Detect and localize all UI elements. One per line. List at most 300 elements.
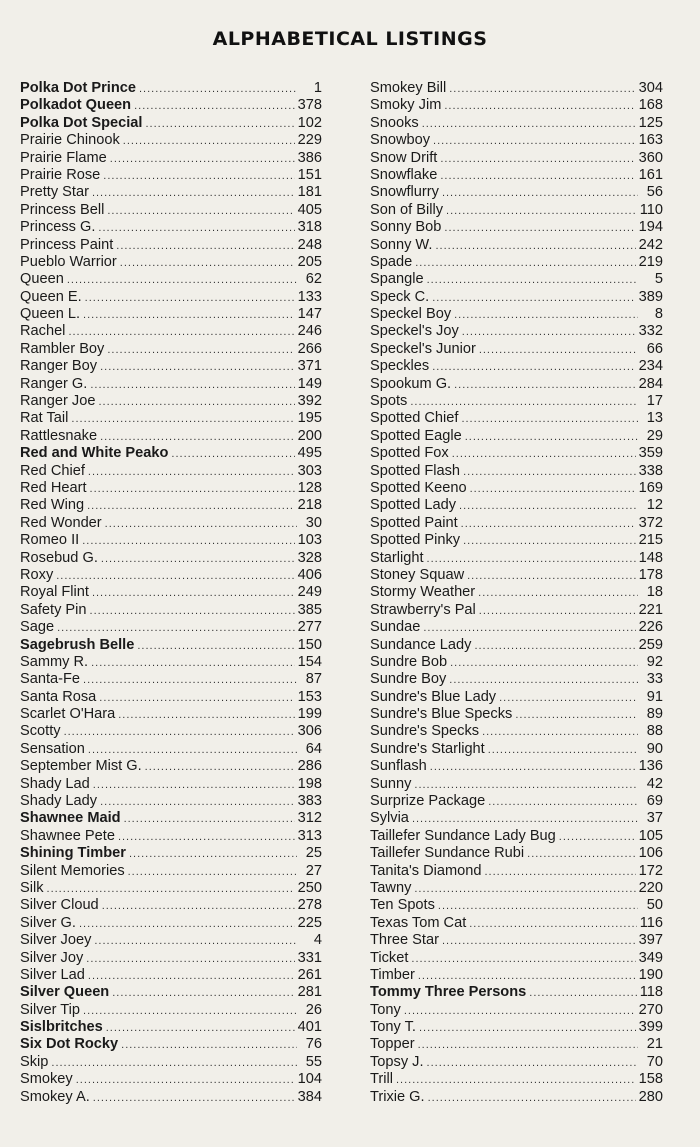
dot-leader xyxy=(430,759,636,776)
dot-leader xyxy=(488,742,638,759)
entry-number: 13 xyxy=(646,410,663,427)
entry-name: Timber xyxy=(370,966,415,983)
entry-name: Pueblo Warrior xyxy=(20,253,117,270)
dot-leader xyxy=(83,672,297,689)
dot-leader xyxy=(112,985,294,1002)
dot-leader xyxy=(98,394,294,411)
entry-name: Speckel's Junior xyxy=(370,340,476,357)
entry-name: Sonny W. xyxy=(370,236,433,253)
entry-name: Sundance Lady xyxy=(370,636,472,653)
dot-leader xyxy=(433,133,636,150)
entry-number: 21 xyxy=(646,1036,663,1053)
dot-leader xyxy=(415,255,635,272)
dot-leader xyxy=(479,603,636,620)
entry-number: 133 xyxy=(297,288,322,305)
listing-entry xyxy=(370,80,663,97)
listing-entry xyxy=(370,202,663,219)
dot-leader xyxy=(71,411,294,428)
entry-number: 280 xyxy=(638,1088,663,1105)
dot-leader xyxy=(428,1090,636,1107)
entry-number: 378 xyxy=(297,97,322,114)
listing-entry xyxy=(20,1089,322,1106)
listing-entry xyxy=(20,532,322,549)
entry-number: 266 xyxy=(297,340,322,357)
dot-leader xyxy=(100,794,295,811)
entry-number: 106 xyxy=(638,845,663,862)
entry-name: Red and White Peako xyxy=(20,445,169,462)
dot-leader xyxy=(499,690,638,707)
entry-name: Spotted Pinky xyxy=(370,532,461,549)
listing-entry xyxy=(20,602,322,619)
listing-entry xyxy=(20,358,322,375)
entry-number: 128 xyxy=(297,479,322,496)
entry-number: 56 xyxy=(646,184,663,201)
dot-leader xyxy=(438,898,638,915)
entry-name: Prairie Flame xyxy=(20,149,107,166)
entry-number: 226 xyxy=(638,619,663,636)
entry-number: 359 xyxy=(638,445,663,462)
listing-entry xyxy=(20,1054,322,1071)
entry-name: Texas Tom Cat xyxy=(370,914,467,931)
entry-number: 248 xyxy=(297,236,322,253)
dot-leader xyxy=(463,464,636,481)
entry-name: Spangle xyxy=(370,271,424,288)
entry-name: Skip xyxy=(20,1053,49,1070)
entry-number: 219 xyxy=(638,253,663,270)
entry-name: Silver Cloud xyxy=(20,897,99,914)
entry-number: 12 xyxy=(646,497,663,514)
entry-number: 303 xyxy=(297,462,322,479)
entry-name: Sundre's Specks xyxy=(370,723,480,740)
listing-entry xyxy=(370,602,663,619)
listing-entry xyxy=(20,584,322,601)
dot-leader xyxy=(118,829,295,846)
entry-name: Ticket xyxy=(370,949,409,966)
dot-leader xyxy=(64,724,295,741)
entry-number: 158 xyxy=(638,1071,663,1088)
entry-name: Smoky Jim xyxy=(370,97,442,114)
listing-entry xyxy=(20,723,322,740)
entry-number: 62 xyxy=(305,271,322,288)
listing-entry xyxy=(370,915,663,932)
listing-entry xyxy=(370,828,663,845)
entry-name: Silver Tip xyxy=(20,1001,81,1018)
dot-leader xyxy=(124,811,295,828)
listing-entry xyxy=(20,1036,322,1053)
entry-number: 312 xyxy=(297,810,322,827)
entry-name: Spookum G. xyxy=(370,375,452,392)
listing-entry xyxy=(370,950,663,967)
entry-name: Spotted Lady xyxy=(370,497,457,514)
listing-entry xyxy=(20,497,322,514)
entry-number: 385 xyxy=(297,601,322,618)
entry-number: 277 xyxy=(297,619,322,636)
entry-name: Pretty Star xyxy=(20,184,89,201)
entry-number: 405 xyxy=(297,201,322,218)
entry-name: September Mist G. xyxy=(20,758,142,775)
dot-leader xyxy=(94,933,297,950)
dot-leader xyxy=(482,724,638,741)
listing-entry xyxy=(370,689,663,706)
entry-number: 399 xyxy=(638,1019,663,1036)
dot-leader xyxy=(449,81,635,98)
entry-name: Rambler Boy xyxy=(20,340,105,357)
listing-entry xyxy=(370,1019,663,1036)
entry-number: 181 xyxy=(297,184,322,201)
entry-name: Sunflash xyxy=(370,758,427,775)
listing-entry xyxy=(370,654,663,671)
dot-leader xyxy=(440,151,635,168)
entry-name: Topsy J. xyxy=(370,1053,424,1070)
entry-number: 91 xyxy=(646,688,663,705)
listing-entry xyxy=(370,445,663,462)
entry-name: Spots xyxy=(370,393,408,410)
entry-number: 104 xyxy=(297,1071,322,1088)
entry-number: 154 xyxy=(297,653,322,670)
entry-number: 392 xyxy=(297,393,322,410)
entry-number: 349 xyxy=(638,949,663,966)
dot-leader xyxy=(432,290,635,307)
dot-leader xyxy=(137,638,294,655)
entry-number: 195 xyxy=(297,410,322,427)
dot-leader xyxy=(101,551,295,568)
entry-number: 153 xyxy=(297,688,322,705)
dot-leader xyxy=(83,307,295,324)
dot-leader xyxy=(88,968,295,985)
dot-leader xyxy=(116,238,294,255)
entry-name: Queen L. xyxy=(20,306,81,323)
entry-number: 304 xyxy=(638,80,663,96)
dot-leader xyxy=(427,551,636,568)
entry-number: 190 xyxy=(638,966,663,983)
dot-leader xyxy=(412,811,638,828)
entry-name: Sammy R. xyxy=(20,653,89,670)
entry-name: Ranger G. xyxy=(20,375,88,392)
dot-leader xyxy=(427,1055,638,1072)
entry-number: 318 xyxy=(297,219,322,236)
dot-leader xyxy=(396,1072,636,1089)
entry-number: 194 xyxy=(638,219,663,236)
entry-name: Rosebud G. xyxy=(20,549,98,566)
dot-leader xyxy=(449,672,638,689)
listing-entry xyxy=(370,758,663,775)
entry-name: Spotted Fox xyxy=(370,445,449,462)
entry-number: 27 xyxy=(305,862,322,879)
listing-entry xyxy=(370,810,663,827)
entry-name: Scarlet O'Hara xyxy=(20,706,116,723)
listing-entry xyxy=(370,967,663,984)
entry-number: 220 xyxy=(638,879,663,896)
dot-leader xyxy=(446,203,637,220)
listing-entry xyxy=(20,289,322,306)
listing-entry xyxy=(20,619,322,636)
entry-name: Silver Joy xyxy=(20,949,84,966)
entry-number: 33 xyxy=(646,671,663,688)
dot-leader xyxy=(92,585,295,602)
entry-name: Shady Lady xyxy=(20,793,98,810)
entry-number: 249 xyxy=(297,584,322,601)
entry-name: Shady Lad xyxy=(20,775,90,792)
dot-leader xyxy=(83,1003,297,1020)
entry-name: Princess Paint xyxy=(20,236,114,253)
entry-number: 151 xyxy=(297,166,322,183)
entry-number: 17 xyxy=(646,393,663,410)
entry-number: 42 xyxy=(646,775,663,792)
dot-leader xyxy=(418,1037,638,1054)
entry-name: Snowflurry xyxy=(370,184,439,201)
entry-name: Spade xyxy=(370,253,413,270)
entry-name: Snowboy xyxy=(370,132,431,149)
dot-leader xyxy=(93,1090,295,1107)
entry-name: Ranger Boy xyxy=(20,358,98,375)
right-column xyxy=(370,80,663,1106)
entry-number: 397 xyxy=(638,932,663,949)
entry-name: Polkadot Queen xyxy=(20,97,132,114)
entry-number: 221 xyxy=(638,601,663,618)
dot-leader xyxy=(123,133,295,150)
listing-entry xyxy=(370,410,663,427)
listing-entry xyxy=(20,637,322,654)
entry-number: 88 xyxy=(646,723,663,740)
listing-entry xyxy=(20,480,322,497)
entry-number: 105 xyxy=(638,827,663,844)
entry-name: Sonny Bob xyxy=(370,219,442,236)
listing-entry xyxy=(20,428,322,445)
dot-leader xyxy=(171,446,294,463)
entry-number: 50 xyxy=(646,897,663,914)
entry-number: 66 xyxy=(646,340,663,357)
entry-number: 261 xyxy=(297,966,322,983)
listing-entry xyxy=(370,1071,663,1088)
dot-leader xyxy=(440,168,635,185)
dot-leader xyxy=(128,864,297,881)
entry-name: Silver Joey xyxy=(20,932,92,949)
entry-number: 5 xyxy=(654,271,663,288)
entry-number: 110 xyxy=(639,201,663,218)
entry-number: 30 xyxy=(305,514,322,531)
dot-leader xyxy=(418,968,636,985)
entry-name: Silk xyxy=(20,879,44,896)
listing-entry xyxy=(370,671,663,688)
entry-name: Six Dot Rocky xyxy=(20,1036,119,1053)
entry-name: Spotted Paint xyxy=(370,514,458,531)
listing-entry xyxy=(20,132,322,149)
listing-entry xyxy=(370,863,663,880)
entry-name: Speck C. xyxy=(370,288,430,305)
dot-leader xyxy=(529,985,636,1002)
entry-name: Snowflake xyxy=(370,166,438,183)
dot-leader xyxy=(422,116,636,133)
listing-entry xyxy=(20,550,322,567)
dot-leader xyxy=(442,185,638,202)
entry-number: 371 xyxy=(297,358,322,375)
entry-number: 384 xyxy=(297,1088,322,1105)
entry-number: 1 xyxy=(313,80,322,96)
listing-entry xyxy=(370,1036,663,1053)
dot-leader xyxy=(86,951,294,968)
entry-number: 149 xyxy=(297,375,322,392)
entry-number: 37 xyxy=(646,810,663,827)
listing-entry xyxy=(20,776,322,793)
listing-entry xyxy=(370,584,663,601)
entry-number: 218 xyxy=(297,497,322,514)
dot-leader xyxy=(100,359,295,376)
listing-entry xyxy=(370,306,663,323)
entry-name: Spotted Keeno xyxy=(370,479,467,496)
listing-entry xyxy=(20,1019,322,1036)
entry-name: Scotty xyxy=(20,723,61,740)
listing-entry xyxy=(370,167,663,184)
listing-entry xyxy=(370,184,663,201)
entry-name: Prairie Chinook xyxy=(20,132,120,149)
entry-name: Snooks xyxy=(370,114,419,131)
left-column xyxy=(20,80,322,1106)
dot-leader xyxy=(461,516,636,533)
entry-number: 328 xyxy=(297,549,322,566)
entry-number: 286 xyxy=(297,758,322,775)
entry-name: Shawnee Maid xyxy=(20,810,121,827)
dot-leader xyxy=(559,829,636,846)
entry-number: 383 xyxy=(297,793,322,810)
listing-entry xyxy=(20,741,322,758)
listing-entry xyxy=(370,880,663,897)
dot-leader xyxy=(454,307,638,324)
entry-number: 225 xyxy=(297,914,322,931)
dot-leader xyxy=(411,951,635,968)
entry-number: 150 xyxy=(297,636,322,653)
dot-leader xyxy=(145,116,294,133)
dot-leader xyxy=(465,429,638,446)
entry-name: Princess G. xyxy=(20,219,96,236)
dot-leader xyxy=(79,916,295,933)
entry-number: 26 xyxy=(305,1001,322,1018)
listing-entry xyxy=(370,115,663,132)
dot-leader xyxy=(450,655,638,672)
entry-name: Snow Drift xyxy=(370,149,438,166)
listing-entry xyxy=(20,932,322,949)
listing-entry xyxy=(370,619,663,636)
listing-entry xyxy=(370,984,663,1001)
entry-name: Sundre's Blue Lady xyxy=(370,688,497,705)
listing-entry xyxy=(20,654,322,671)
entry-number: 70 xyxy=(646,1053,663,1070)
entry-name: Taillefer Sundance Rubi xyxy=(370,845,525,862)
entry-number: 118 xyxy=(639,984,663,1001)
entry-number: 331 xyxy=(297,949,322,966)
entry-number: 313 xyxy=(297,827,322,844)
entry-number: 89 xyxy=(646,706,663,723)
entry-number: 250 xyxy=(297,879,322,896)
listing-entry xyxy=(20,880,322,897)
dot-leader xyxy=(88,464,295,481)
dot-leader xyxy=(442,933,636,950)
entry-number: 389 xyxy=(638,288,663,305)
dot-leader xyxy=(102,898,295,915)
entry-number: 332 xyxy=(638,323,663,340)
listing-entry xyxy=(370,463,663,480)
listing-entry xyxy=(20,828,322,845)
entry-name: Roxy xyxy=(20,566,54,583)
listing-entry xyxy=(370,741,663,758)
dot-leader xyxy=(478,585,638,602)
entry-number: 199 xyxy=(297,706,322,723)
dot-leader xyxy=(444,98,635,115)
listing-entry xyxy=(370,550,663,567)
dot-leader xyxy=(467,568,636,585)
entry-number: 168 xyxy=(638,97,663,114)
entry-name: Trixie G. xyxy=(370,1088,425,1105)
entry-name: Stormy Weather xyxy=(370,584,476,601)
dot-leader xyxy=(57,620,295,637)
entry-name: Prairie Rose xyxy=(20,166,101,183)
entry-name: Stoney Squaw xyxy=(370,566,465,583)
entry-name: Polka Dot Special xyxy=(20,114,143,131)
entry-name: Polka Dot Prince xyxy=(20,80,136,96)
listing-entry xyxy=(20,915,322,932)
dot-leader xyxy=(120,255,295,272)
listing-entry xyxy=(20,758,322,775)
listing-entry xyxy=(20,515,322,532)
dot-leader xyxy=(134,98,295,115)
entry-number: 163 xyxy=(638,132,663,149)
listing-entry xyxy=(370,497,663,514)
dot-leader xyxy=(56,568,294,585)
listing-entry xyxy=(370,428,663,445)
dot-leader xyxy=(459,498,638,515)
dot-leader xyxy=(99,690,294,707)
entry-number: 178 xyxy=(638,566,663,583)
dot-leader xyxy=(423,620,635,637)
entry-number: 4 xyxy=(313,932,322,949)
dot-leader xyxy=(414,881,635,898)
entry-name: Sundre Boy xyxy=(370,671,447,688)
entry-name: Rat Tail xyxy=(20,410,69,427)
entry-number: 234 xyxy=(638,358,663,375)
entry-name: Sundre's Blue Specks xyxy=(370,706,513,723)
listing-entry xyxy=(20,1071,322,1088)
dot-leader xyxy=(474,638,635,655)
entry-number: 215 xyxy=(638,532,663,549)
listing-entry xyxy=(20,376,322,393)
entry-name: Silent Memories xyxy=(20,862,125,879)
listing-entry xyxy=(20,80,322,97)
dot-leader xyxy=(107,342,294,359)
listing-entry xyxy=(370,932,663,949)
dot-leader xyxy=(110,151,295,168)
listing-entry xyxy=(20,410,322,427)
entry-number: 76 xyxy=(305,1036,322,1053)
entry-name: Speckles xyxy=(370,358,430,375)
dot-leader xyxy=(98,220,294,237)
dot-leader xyxy=(432,359,635,376)
entry-name: Sage xyxy=(20,619,55,636)
entry-number: 69 xyxy=(646,793,663,810)
entry-name: Sylvia xyxy=(370,810,409,827)
entry-name: Santa Rosa xyxy=(20,688,97,705)
listing-entry xyxy=(370,532,663,549)
listing-entry xyxy=(20,863,322,880)
entry-name: Spotted Flash xyxy=(370,462,461,479)
listing-entry xyxy=(370,567,663,584)
entry-name: Smokey xyxy=(20,1071,73,1088)
listing-entry xyxy=(370,706,663,723)
entry-number: 87 xyxy=(305,671,322,688)
listing-entry xyxy=(20,202,322,219)
entry-number: 172 xyxy=(638,862,663,879)
entry-number: 229 xyxy=(297,132,322,149)
dot-leader xyxy=(85,290,295,307)
entry-number: 200 xyxy=(297,427,322,444)
